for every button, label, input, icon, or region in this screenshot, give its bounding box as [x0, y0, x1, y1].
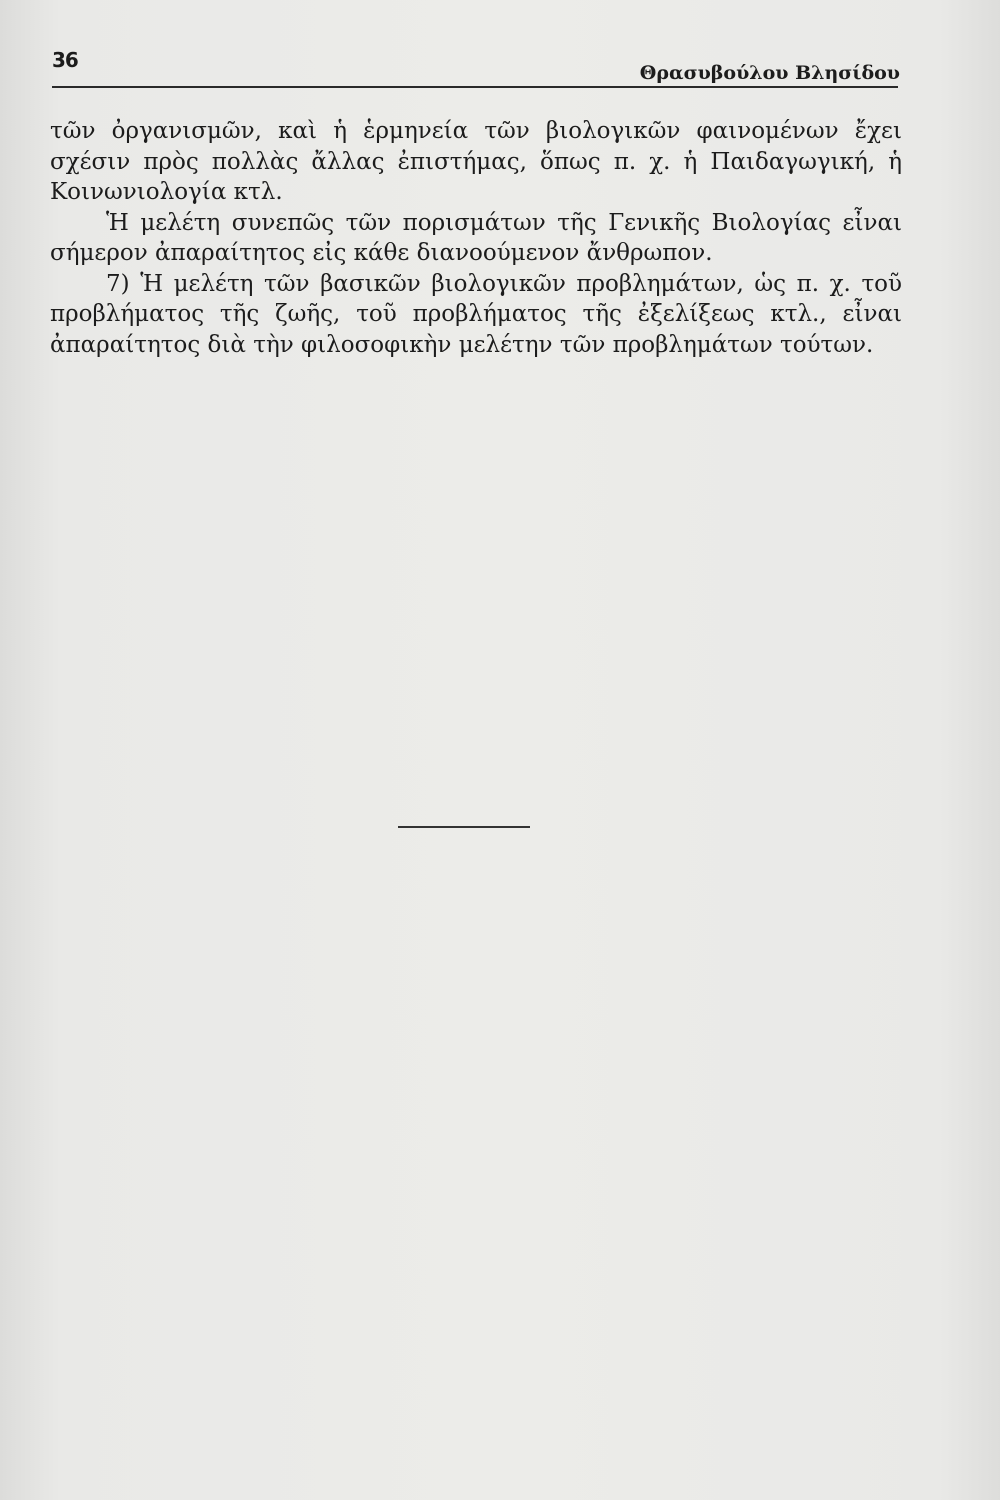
page-number: 36: [52, 48, 78, 72]
body-text: [50, 116, 902, 360]
running-head: [52, 48, 900, 88]
running-title: Θρασυβούλου Βλησίδου: [639, 62, 900, 84]
paragraph-2: Ἡ μελέτη συνεπῶς τῶν πορισμάτων τῆς Γενικῆς Βιολογίας εἶναι σήμερον ἀπαραίτητος εἰς κάθε διανοούμενον ἄνθρωπον.: [50, 209, 902, 266]
paragraph-3: 7) Ἡ μελέτη τῶν βασικῶν βιολογικῶν προβλημάτων, ὡς π. χ. τοῦ προβλήματος τῆς ζωῆς, τοῦ προβλήματος τῆς ἐξελίξεως κτλ., εἶναι ἀπαραίτητος διὰ τὴν φιλοσοφικὴν μελέτην τῶν προβλημάτων τούτων.: [50, 270, 902, 358]
section-end-rule: [398, 826, 530, 828]
header-rule: [52, 86, 898, 88]
paragraph-1: τῶν ὀργανισμῶν, καὶ ἡ ἑρμηνεία τῶν βιολογικῶν φαινομένων ἔχει σχέσιν πρὸς πολλὰς ἄλλας ἐπιστήμας, ὅπως π. χ. ἡ Παιδαγωγική, ἡ Κοινωνιολογία κτλ.: [50, 118, 902, 205]
